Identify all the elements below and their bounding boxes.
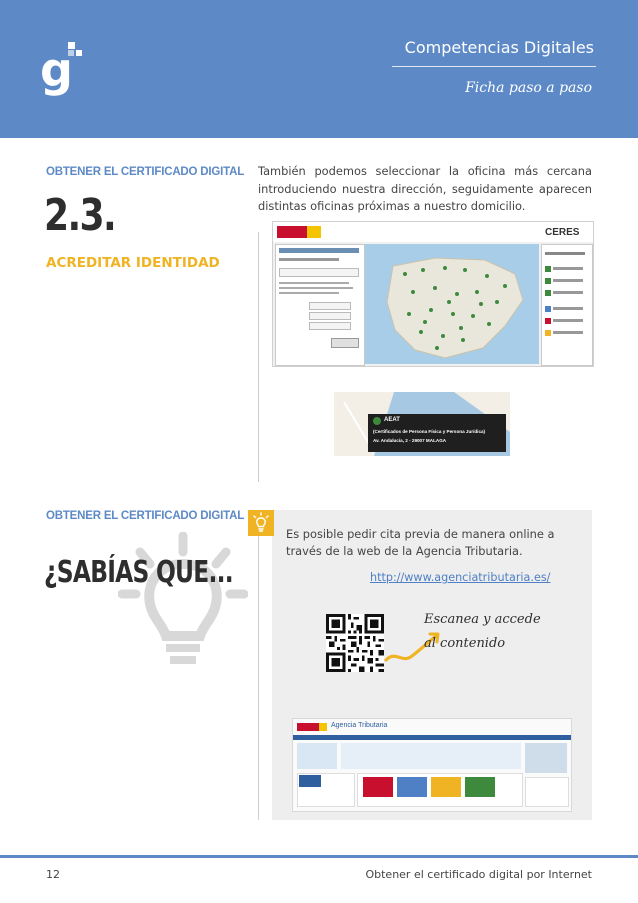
section-subtitle: ACREDITAR IDENTIDAD: [46, 255, 220, 271]
popup-office-name: AEAT: [384, 417, 400, 423]
section1-text: También podemos seleccionar la oficina más cercana introduciendo nuestra dirección, seguidamente aparecen distintas oficinas próximas a nuestro domicilio.: [258, 164, 592, 213]
footer-rule: [0, 855, 638, 858]
header-subtitle: Ficha paso a paso: [465, 80, 592, 96]
g-logo: [40, 42, 84, 100]
qr-code[interactable]: [326, 614, 384, 672]
section1-divider: [258, 232, 259, 482]
header-title: Competencias Digitales: [404, 38, 594, 57]
section2-divider: [258, 536, 259, 820]
at-site-title: Agencia Tributaria: [331, 722, 388, 729]
popup-office-detail: (Certificados de Persona Física y Persona Jurídica): [373, 429, 486, 434]
section1-kicker: OBTENER EL CERTIFICADO DIGITAL: [46, 166, 245, 178]
agencia-tributaria-link[interactable]: http://www.agenciatributaria.es/: [370, 571, 551, 584]
scan-caption-line1: Escanea y accede: [424, 612, 541, 627]
header-divider: [392, 66, 596, 67]
svg-text:g: g: [40, 43, 73, 97]
scan-caption-line2: al contenido: [424, 636, 506, 651]
page-number: 12: [46, 868, 60, 881]
section-number: 2.3.: [44, 190, 116, 241]
page-header: [0, 0, 638, 138]
popup-office-address: Av. Andalucía, 2 - 29007 MALAGA: [373, 438, 447, 443]
lightbulb-tab-icon: [248, 510, 274, 536]
agencia-tributaria-screenshot: [292, 718, 572, 812]
office-popup-screenshot: [334, 392, 510, 456]
lightbulb-icon: [118, 532, 248, 672]
spain-map: [365, 244, 539, 364]
ceres-office-map-screenshot: [272, 221, 594, 367]
ceres-logo-text: CERES: [545, 227, 580, 238]
did-you-know-title: ¿SABÍAS QUE...: [44, 555, 233, 590]
tip-text: Es posible pedir cita previa de manera online a través de la web de la Agencia Tributaria.: [286, 527, 555, 558]
section2-kicker: OBTENER EL CERTIFICADO DIGITAL: [46, 510, 245, 522]
scan-caption: [424, 608, 541, 656]
footer-text: Obtener el certificado digital por Internet: [365, 868, 592, 881]
